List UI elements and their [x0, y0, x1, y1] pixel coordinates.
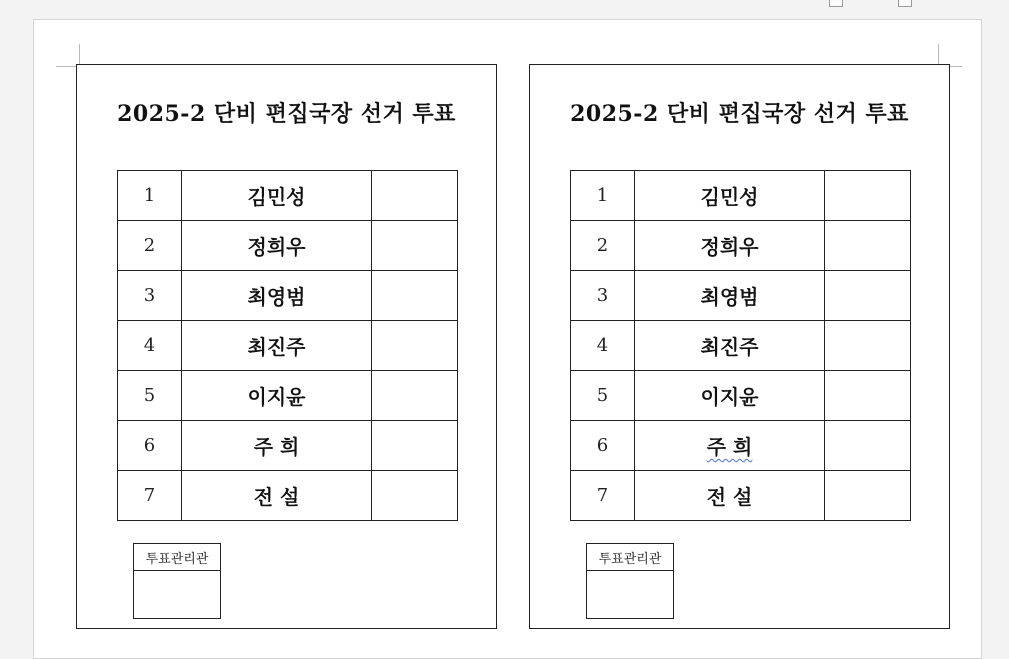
candidate-number: 2 [118, 221, 182, 271]
table-row [571, 321, 911, 371]
ballot-title: 2025-2 단비 편집국장 선거 투표 [117, 101, 456, 127]
window-control-icon[interactable] [898, 0, 912, 7]
official-label: 투표관리관 [134, 544, 221, 571]
official-stamp-box [133, 543, 221, 619]
candidate-table [570, 170, 911, 521]
candidate-number: 2 [571, 221, 635, 271]
table-row [118, 271, 458, 321]
candidate-number: 5 [571, 371, 635, 421]
candidate-name: 이지윤 [182, 371, 372, 421]
official-label: 투표관리관 [587, 544, 674, 571]
candidate-name: 최진주 [635, 321, 825, 371]
table-row [118, 171, 458, 221]
vote-mark-cell[interactable] [825, 471, 911, 521]
ballot-left [76, 64, 497, 629]
vote-mark-cell[interactable] [825, 321, 911, 371]
candidate-number: 1 [571, 171, 635, 221]
candidate-name: 최영범 [635, 271, 825, 321]
spellcheck-underlined-name: 주 희 [706, 435, 753, 459]
ballot-right [529, 64, 950, 629]
table-row [571, 371, 911, 421]
candidate-number: 4 [118, 321, 182, 371]
vote-mark-cell[interactable] [825, 271, 911, 321]
vote-mark-cell[interactable] [372, 171, 458, 221]
table-row [118, 471, 458, 521]
vote-mark-cell[interactable] [372, 421, 458, 471]
candidate-name: 김민성 [182, 171, 372, 221]
window-top-strip [0, 0, 1009, 18]
vote-mark-cell[interactable] [372, 321, 458, 371]
table-row [571, 471, 911, 521]
candidate-number: 6 [118, 421, 182, 471]
candidate-number: 7 [118, 471, 182, 521]
table-row [571, 171, 911, 221]
vote-mark-cell[interactable] [372, 371, 458, 421]
candidate-name: 전 설 [182, 471, 372, 521]
candidate-name: 최진주 [182, 321, 372, 371]
table-row [571, 421, 911, 471]
vote-mark-cell[interactable] [825, 421, 911, 471]
crop-mark [79, 44, 80, 65]
table-row [571, 221, 911, 271]
table-row [118, 321, 458, 371]
candidate-name: 전 설 [635, 471, 825, 521]
table-row [118, 371, 458, 421]
candidate-table [117, 170, 458, 521]
candidate-number: 6 [571, 421, 635, 471]
candidate-number: 7 [571, 471, 635, 521]
candidate-name: 정희우 [635, 221, 825, 271]
table-row [118, 221, 458, 271]
official-stamp-area[interactable] [587, 571, 674, 619]
candidate-name [635, 421, 825, 471]
crop-mark [938, 44, 939, 65]
candidate-number: 5 [118, 371, 182, 421]
vote-mark-cell[interactable] [372, 221, 458, 271]
candidate-name: 주 희 [182, 421, 372, 471]
crop-mark [56, 66, 78, 67]
candidate-number: 3 [571, 271, 635, 321]
candidate-name: 최영범 [182, 271, 372, 321]
vote-mark-cell[interactable] [825, 221, 911, 271]
vote-mark-cell[interactable] [372, 471, 458, 521]
candidate-number: 1 [118, 171, 182, 221]
table-row [118, 421, 458, 471]
vote-mark-cell[interactable] [372, 271, 458, 321]
candidate-number: 4 [571, 321, 635, 371]
vote-mark-cell[interactable] [825, 371, 911, 421]
vote-mark-cell[interactable] [825, 171, 911, 221]
candidate-name: 정희우 [182, 221, 372, 271]
ballot-title: 2025-2 단비 편집국장 선거 투표 [570, 101, 909, 127]
official-stamp-area[interactable] [134, 571, 221, 619]
candidate-name: 이지윤 [635, 371, 825, 421]
candidate-number: 3 [118, 271, 182, 321]
official-stamp-box [586, 543, 674, 619]
candidate-name: 김민성 [635, 171, 825, 221]
restore-icon[interactable] [829, 0, 843, 7]
table-row [571, 271, 911, 321]
